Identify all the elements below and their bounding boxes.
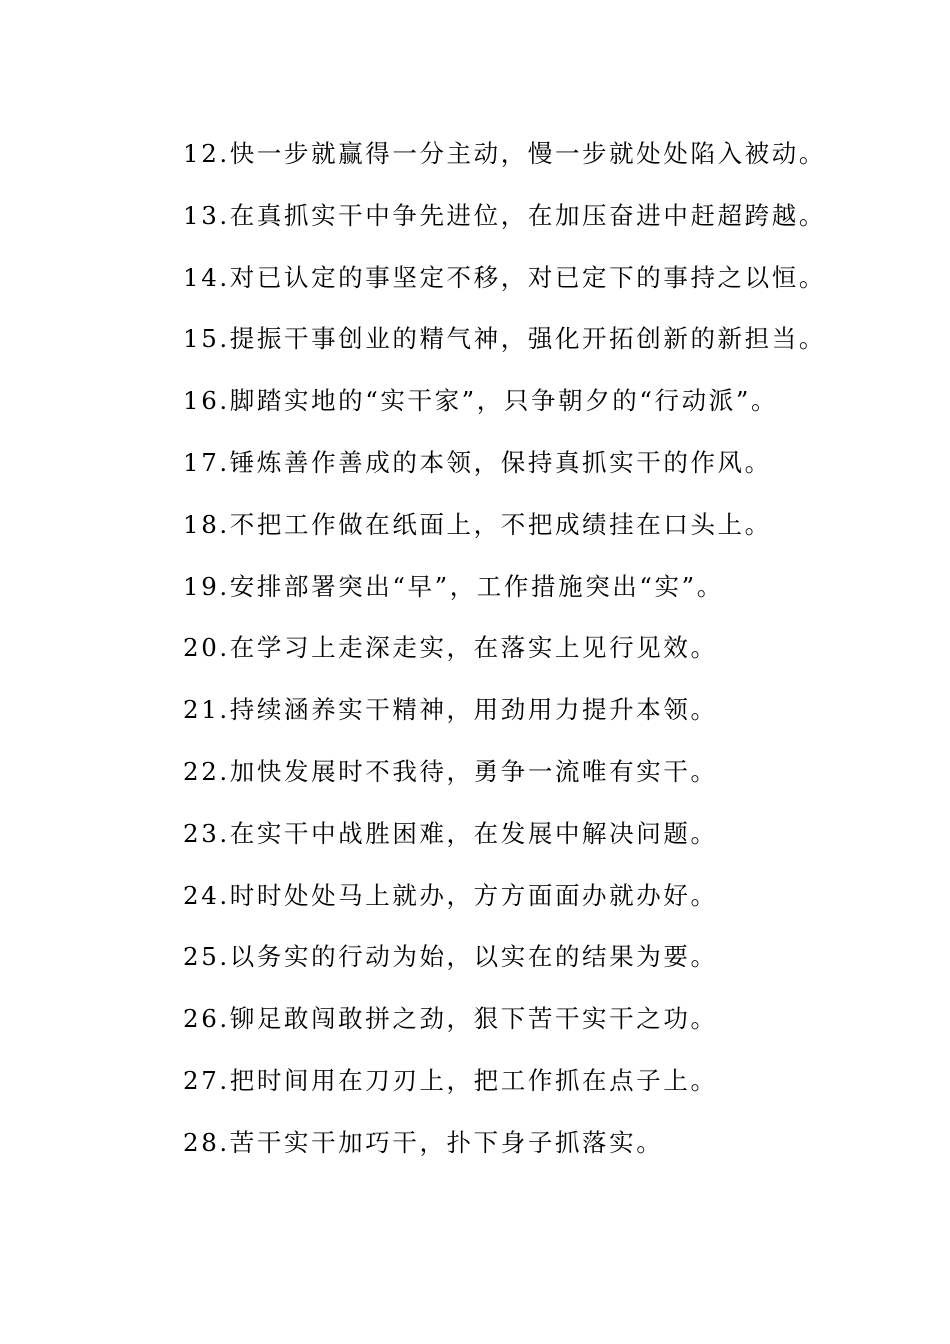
list-item: 21.持续涵养实干精神，用劲用力提升本领。 [183,695,718,725]
list-item: 23.在实干中战胜困难，在发展中解决问题。 [183,818,718,848]
slogan-list [183,132,903,1183]
list-item: 28.苦干实干加巧干，扑下身子抓落实。 [183,1127,664,1157]
list-item: 22.加快发展时不我待，勇争一流唯有实干。 [183,756,718,786]
list-item: 20.在学习上走深走实，在落实上见行见效。 [183,633,718,663]
list-item: 24.时时处处马上就办，方方面面办就办好。 [183,880,718,910]
list-item: 13.在真抓实干中争先进位，在加压奋进中赶超跨越。 [183,200,826,230]
list-item: 19.安排部署突出“早”，工作措施突出“实”。 [183,571,724,601]
list-item: 15.提振干事创业的精气神，强化开拓创新的新担当。 [183,324,826,354]
list-item: 18.不把工作做在纸面上，不把成绩挂在口头上。 [183,509,772,539]
list-item: 14.对已认定的事坚定不移，对已定下的事持之以恒。 [183,262,826,292]
list-item: 26.铆足敢闯敢拼之劲，狠下苦干实干之功。 [183,1004,718,1034]
list-item: 17.锤炼善作善成的本领，保持真抓实干的作风。 [183,447,772,477]
list-item: 12.快一步就赢得一分主动，慢一步就处处陷入被动。 [183,139,826,168]
list-item: 27.把时间用在刀刃上，把工作抓在点子上。 [183,1065,718,1095]
list-item: 16.脚踏实地的“实干家”，只争朝夕的“行动派”。 [183,386,779,416]
list-item: 25.以务实的行动为始，以实在的结果为要。 [183,942,718,972]
